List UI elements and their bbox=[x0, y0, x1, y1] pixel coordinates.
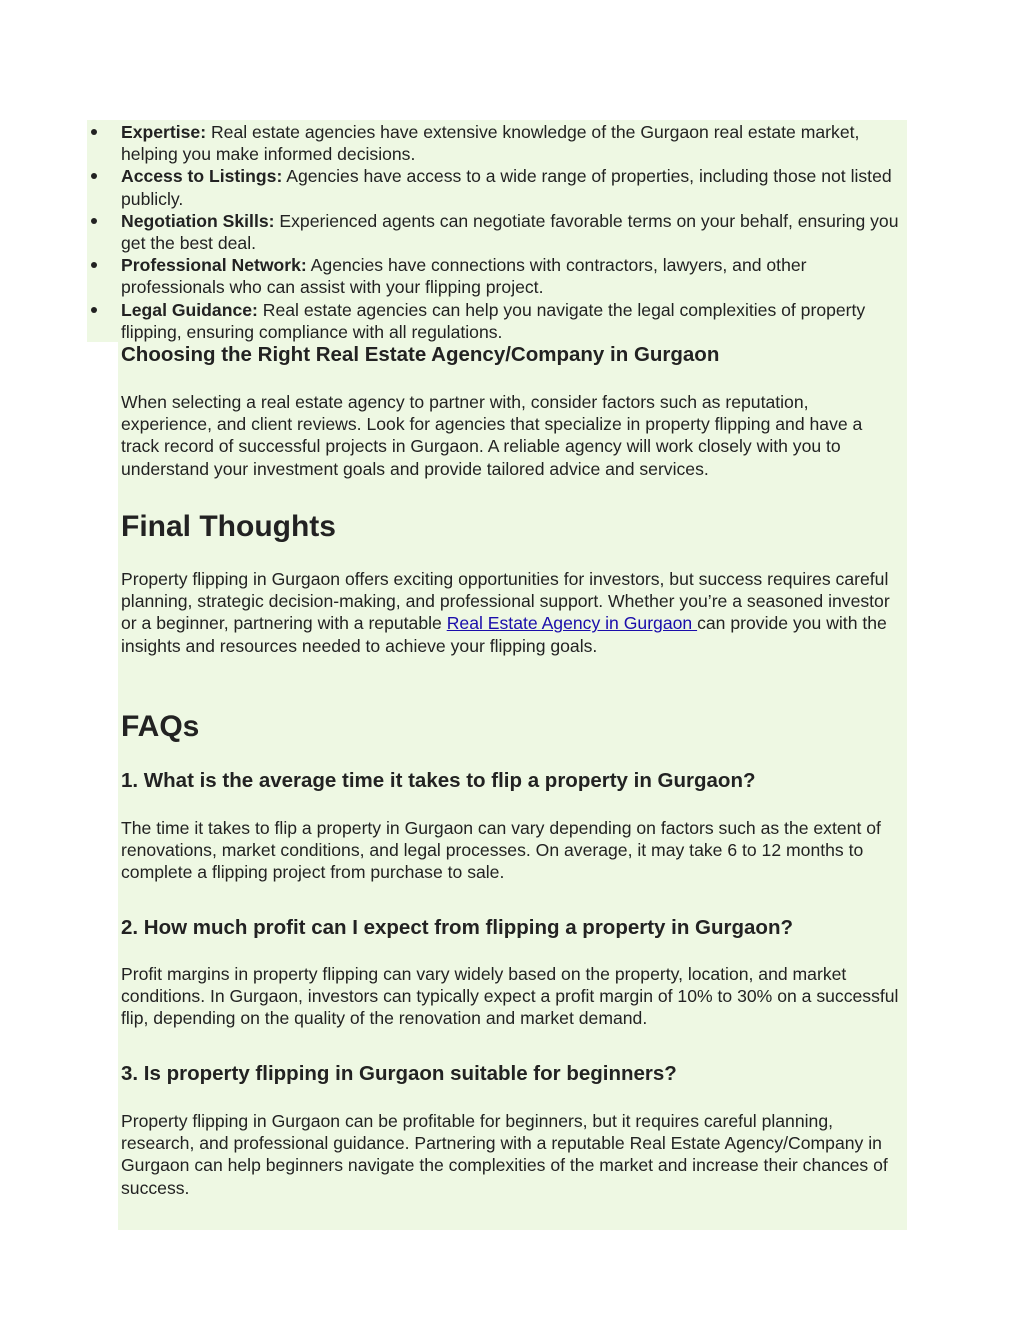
faq-question: 2. How much profit can I expect from flipping a property in Gurgaon? bbox=[121, 916, 793, 939]
benefit-term: Access to Listings: bbox=[121, 166, 283, 187]
faqs-heading: FAQs bbox=[121, 710, 200, 743]
benefit-text: Experienced agents can negotiate favorable terms on your behalf, ensuring you get the best deal. bbox=[121, 210, 899, 254]
bullet-icon bbox=[91, 129, 97, 135]
list-item bbox=[121, 210, 901, 254]
choosing-heading: Choosing the Right Real Estate Agency/Company in Gurgaon bbox=[121, 343, 720, 366]
bullet-icon bbox=[91, 307, 97, 313]
bullet-icon bbox=[91, 218, 97, 224]
benefit-text: Real estate agencies can help you navigate the legal complexities of property flipping, ensuring compliance with all regulations. bbox=[121, 299, 866, 342]
faq-answer: Profit margins in property flipping can vary widely based on the property, location, and market conditions. In Gurgaon, investors can typically expect a profit margin of 10% to 30% on a successful flip, depending on the quality of the renovation and market demand. bbox=[121, 964, 899, 1029]
benefit-term: Expertise: bbox=[121, 122, 207, 142]
faq-answer: The time it takes to flip a property in Gurgaon can vary depending on factors such as the extent of renovations, market conditions, and legal processes. On average, it may take 6 to 12 months to complete a flipping project from purchase to sale. bbox=[121, 818, 881, 883]
list-item bbox=[121, 121, 901, 165]
benefits-list bbox=[121, 121, 901, 343]
benefit-term: Legal Guidance: bbox=[121, 299, 258, 320]
faq-question: 3. Is property flipping in Gurgaon suitable for beginners? bbox=[121, 1062, 677, 1085]
faq-question: 1. What is the average time it takes to flip a property in Gurgaon? bbox=[121, 769, 756, 792]
benefit-term: Negotiation Skills: bbox=[121, 210, 275, 231]
benefit-text: Agencies have connections with contractors, lawyers, and other professionals who can assist with your flipping project. bbox=[121, 255, 807, 298]
list-item bbox=[121, 165, 901, 209]
list-item bbox=[121, 299, 901, 343]
final-text-after: can provide you with the insights and resources needed to achieve your flipping goals. bbox=[121, 613, 887, 656]
real-estate-agency-link[interactable]: Real Estate Agency in Gurgaon bbox=[446, 613, 698, 634]
final-thoughts-paragraph bbox=[121, 568, 901, 657]
choosing-paragraph: When selecting a real estate agency to partner with, consider factors such as reputation, experience, and client reviews. Look for agencies that specialize in property flipping and have a track record of successful projects in Gurgaon. A reliable agency will work closely with you to understand your investment goals and provide tailored advice and services. bbox=[121, 392, 863, 479]
benefit-term: Professional Network: bbox=[121, 255, 307, 276]
final-text-before: Property flipping in Gurgaon offers exciting opportunities for investors, but success requires careful planning, strategic decision-making, and professional support. Whether you’re a seasoned investor or a beginner, partnering with a reputable bbox=[121, 569, 890, 634]
final-thoughts-heading: Final Thoughts bbox=[121, 510, 336, 543]
list-item bbox=[121, 254, 901, 298]
benefit-text: Real estate agencies have extensive knowledge of the Gurgaon real estate market, helping you make informed decisions. bbox=[121, 122, 860, 165]
faq-answer: Property flipping in Gurgaon can be profitable for beginners, but it requires careful planning, research, and professional guidance. Partnering with a reputable Real Estate Agency/Company in Gurgaon can help beginners navigate the complexities of the market and increase their chances of success. bbox=[121, 1111, 888, 1198]
benefit-text: Agencies have access to a wide range of properties, including those not listed publicly. bbox=[121, 166, 892, 209]
